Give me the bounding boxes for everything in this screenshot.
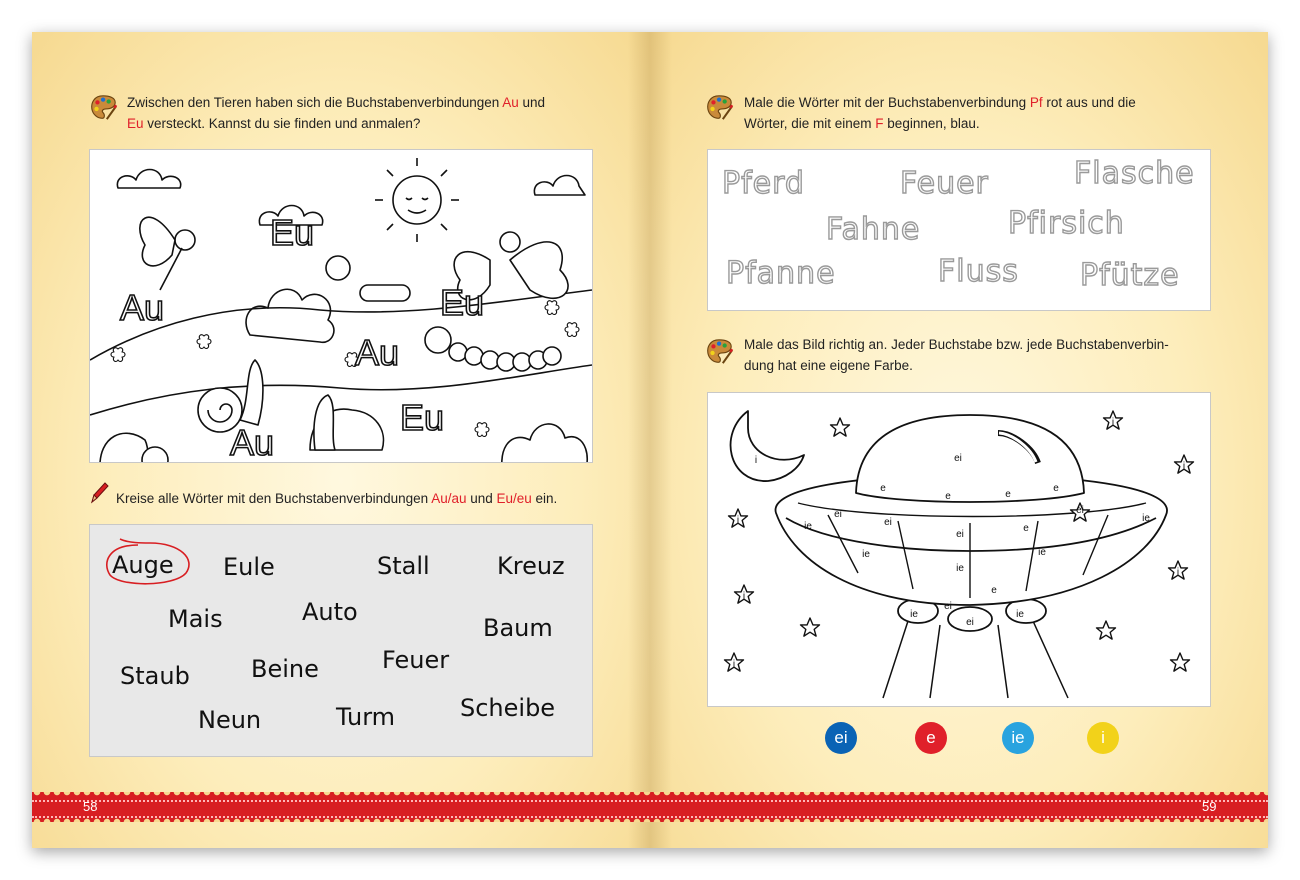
animal-coloring-picture [89, 149, 593, 463]
ufo-dome [856, 415, 1084, 502]
rim-label: e [1005, 489, 1011, 500]
instruction-text: versteckt. Kannst du sie finden und anmalen? [143, 116, 421, 131]
star [831, 418, 850, 436]
word-auge: Auge [112, 551, 174, 579]
ufo-coloring-picture [707, 392, 1211, 707]
instruction-text: Wörter, die mit einem [744, 116, 876, 131]
hidden-letters-au: Au [120, 287, 165, 328]
body-label: ie [1142, 513, 1150, 524]
outline-word-feuer: Feuer [900, 166, 989, 201]
star-label: i [736, 515, 740, 526]
body-label: ie [862, 549, 870, 560]
instruction-text: Kreise alle Wörter mit den Buchstabenverbindungen [116, 491, 432, 506]
page-number-left: 58 [83, 799, 98, 814]
legend-ei: ei [825, 722, 857, 754]
hidden-letters-au: Au [355, 332, 400, 373]
instruction-text: Male die Wörter mit der Buchstabenverbindung [744, 95, 1030, 110]
right-page [650, 32, 1268, 848]
highlight-au: Au/au [431, 491, 467, 506]
left-page [32, 32, 650, 848]
body-label: ei [834, 509, 842, 520]
palette-icon [706, 338, 734, 366]
rim-label: e [880, 483, 886, 494]
word-auto: Auto [302, 598, 358, 626]
body-label: ie [1038, 547, 1046, 558]
highlight-pf: Pf [1029, 95, 1043, 110]
book-spread [32, 32, 1268, 848]
instruction-text: und [518, 95, 546, 110]
outline-word-box [707, 149, 1211, 311]
word-neun: Neun [198, 706, 262, 734]
body-label: ei [956, 529, 964, 540]
word-kreuz: Kreuz [497, 552, 565, 580]
red-ribbon-border [32, 792, 1268, 822]
cloud [534, 176, 585, 196]
legend-ie: ie [1002, 722, 1034, 754]
outline-word-pfirsich: Pfirsich [1008, 206, 1125, 241]
rim-label: e [945, 491, 951, 502]
task-4-instruction [744, 334, 1224, 376]
instruction-line: Male das Bild richtig an. Jeder Buchstabe bzw. jede Buchstabenverbin- [744, 337, 1169, 352]
word-circle-exercise [89, 524, 593, 757]
outline-word-pfanne: Pfanne [726, 256, 836, 291]
instruction-text: beginnen, blau. [883, 116, 980, 131]
bush [246, 289, 334, 342]
body-label: ie [956, 563, 964, 574]
word-scheibe: Scheibe [460, 694, 556, 722]
star-label: i [1182, 461, 1186, 472]
word-baum: Baum [483, 614, 553, 642]
outline-word-flasche: Flasche [1074, 156, 1195, 191]
instruction-text: und [466, 491, 497, 506]
word-turm: Turm [336, 703, 396, 731]
rim-label: e [1053, 483, 1059, 494]
body-label: e [991, 585, 997, 596]
palette-icon [706, 94, 734, 122]
hidden-letters-au: Au [230, 422, 275, 462]
star-label: i [1176, 567, 1180, 578]
highlight-eu: Eu [127, 116, 144, 131]
bottom-label: ei [966, 617, 974, 628]
highlight-au: Au [502, 95, 519, 110]
moon [731, 411, 804, 481]
sun [393, 176, 441, 224]
hidden-letters-eu: Eu [270, 212, 315, 253]
page-number-right: 59 [1202, 799, 1217, 814]
body-label: ei [944, 601, 952, 612]
word-feuer: Feuer [382, 646, 450, 674]
star-label: i [742, 591, 746, 602]
highlight-f: F [875, 116, 884, 131]
word-staub: Staub [120, 662, 190, 690]
star-label: i [1111, 417, 1115, 428]
task-1-instruction [127, 92, 597, 134]
moon-label: i [754, 455, 758, 466]
highlight-eu: Eu/eu [496, 491, 532, 506]
task-2-instruction [116, 488, 626, 509]
outline-word-fahne: Fahne [826, 212, 921, 247]
body-label: ie [804, 521, 812, 532]
ufo-illustration [708, 393, 1210, 706]
hidden-letters-eu: Eu [440, 282, 485, 323]
task-3-instruction [744, 92, 1224, 134]
dome-label: ei [954, 453, 962, 464]
outline-word-pferd: Pferd [722, 166, 805, 201]
legend-i: i [1087, 722, 1119, 754]
instruction-line: dung hat eine eigene Farbe. [744, 358, 913, 373]
body-label: ei [884, 517, 892, 528]
word-beine: Beine [251, 655, 319, 683]
body-label: e [1023, 523, 1029, 534]
word-mais: Mais [168, 605, 223, 633]
outline-word-fluss: Fluss [938, 254, 1019, 289]
coloring-illustration [90, 150, 592, 462]
word-stall: Stall [377, 552, 430, 580]
legend-e: e [915, 722, 947, 754]
pencil-icon [89, 480, 109, 504]
instruction-text: ein. [531, 491, 558, 506]
word-eule: Eule [223, 553, 275, 581]
instruction-text: Zwischen den Tieren haben sich die Buchstabenverbindungen [127, 95, 503, 110]
star-label: i [732, 659, 736, 670]
outline-word-pfuetze: Pfütze [1080, 258, 1180, 293]
body-label: ei [1076, 505, 1084, 516]
bush [502, 424, 587, 462]
bottom-label: ie [910, 609, 918, 620]
instruction-text: rot aus und die [1042, 95, 1136, 110]
bottom-label: ie [1016, 609, 1024, 620]
hidden-letters-eu: Eu [400, 397, 445, 438]
cloud [117, 170, 180, 189]
palette-icon [90, 94, 118, 122]
